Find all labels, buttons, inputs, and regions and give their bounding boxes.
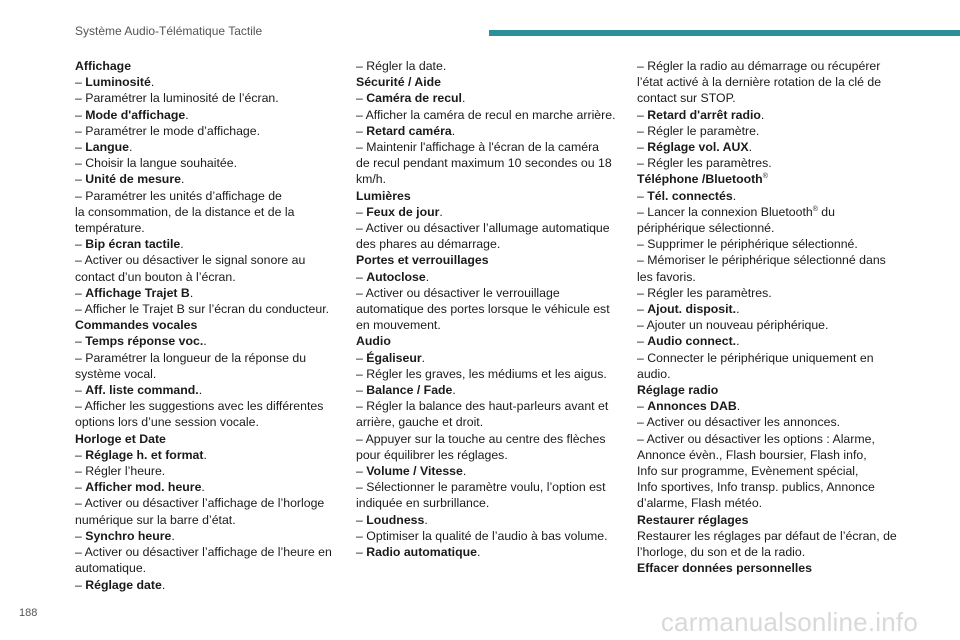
text-segment: .: [180, 172, 185, 187]
text-segment: – Régler les paramètres.: [637, 156, 772, 171]
text-segment: Info sur programme, Evènement spécial,: [637, 464, 859, 479]
text-segment: .: [189, 285, 194, 300]
text-segment: – Activer ou désactiver l’affichage de l’heure en: [75, 545, 332, 560]
bold-text-segment: Bip écran tactile: [85, 237, 181, 252]
text-line: [75, 155, 340, 171]
text-segment: –: [75, 107, 86, 122]
bold-text-segment: Retard caméra: [366, 123, 452, 138]
text-column-3: [637, 58, 902, 577]
text-line: [637, 204, 902, 220]
text-line: [637, 333, 902, 349]
text-segment: système vocal.: [75, 366, 157, 381]
text-line: [637, 382, 902, 398]
text-segment: –: [637, 334, 648, 349]
text-line: [75, 431, 340, 447]
text-segment: –: [75, 172, 86, 187]
text-segment: – Paramétrer la longueur de la réponse du: [75, 350, 307, 365]
text-line: [637, 90, 902, 106]
bold-text-segment: Aff. liste command.: [85, 383, 199, 398]
text-line: [637, 285, 902, 301]
text-segment: –: [75, 383, 86, 398]
text-line: [356, 398, 621, 414]
text-segment: –: [356, 464, 367, 479]
text-segment: de recul pendant maximum 10 secondes ou 18: [356, 156, 612, 171]
text-segment: –: [356, 204, 367, 219]
text-line: [356, 204, 621, 220]
text-line: [637, 350, 902, 366]
text-line: [637, 74, 902, 90]
text-segment: – Supprimer le périphérique sélectionné.: [637, 237, 858, 252]
text-segment: du: [817, 204, 835, 219]
text-segment: –: [75, 334, 86, 349]
bold-text-segment: Luminosité: [85, 75, 151, 90]
text-segment: –: [75, 528, 86, 543]
text-segment: – Activer ou désactiver le signal sonore au: [75, 253, 306, 268]
text-segment: – Paramétrer la luminosité de l’écran.: [75, 91, 279, 106]
text-segment: périphérique sélectionné.: [637, 221, 775, 236]
text-segment: les favoris.: [637, 269, 696, 284]
bold-text-segment: Ajout. disposit.: [647, 302, 737, 317]
text-segment: d’alarme, Flash météo.: [637, 496, 763, 511]
text-segment: .: [476, 545, 481, 560]
text-segment: Annonce évèn., Flash boursier, Flash info,: [637, 447, 867, 462]
bold-text-segment: Horloge et Date: [75, 431, 166, 446]
header-accent-bar: [489, 30, 960, 36]
text-line: [637, 463, 902, 479]
text-line: [75, 252, 340, 268]
text-segment: Restaurer les réglages par défaut de l’écran, de: [637, 528, 897, 543]
text-line: [637, 236, 902, 252]
text-line: [637, 398, 902, 414]
text-line: [356, 107, 621, 123]
text-segment: –: [356, 512, 367, 527]
text-line: [637, 431, 902, 447]
text-line: [356, 350, 621, 366]
text-line: [75, 528, 340, 544]
text-segment: .: [421, 350, 426, 365]
text-segment: – Lancer la connexion Bluetooth: [637, 204, 813, 219]
text-line: [75, 74, 340, 90]
page-number: 188: [19, 607, 38, 619]
bold-text-segment: Portes et verrouillages: [356, 253, 489, 268]
text-segment: –: [637, 188, 648, 203]
text-line: [356, 285, 621, 301]
text-segment: –: [356, 350, 367, 365]
bold-text-segment: Tél. connectés: [647, 188, 733, 203]
text-segment: indiquée en surbrillance.: [356, 496, 490, 511]
text-segment: – Paramétrer les unités d’affichage de: [75, 188, 282, 203]
text-segment: –: [75, 75, 86, 90]
text-segment: .: [452, 383, 456, 398]
text-line: [75, 204, 340, 220]
bold-text-segment: Feux de jour: [366, 204, 440, 219]
text-segment: l’état activé à la dernière rotation de la clé de: [637, 75, 882, 90]
text-segment: .: [439, 204, 443, 219]
text-line: [637, 220, 902, 236]
text-line: [637, 414, 902, 430]
bold-text-segment: Afficher mod. heure: [85, 480, 202, 495]
text-segment: .: [161, 577, 166, 592]
text-segment: Info sportives, Info transp. publics, Annonce: [637, 480, 875, 495]
text-segment: – Régler la date.: [356, 59, 447, 73]
text-segment: – Régler la radio au démarrage ou récupérer: [637, 59, 881, 73]
text-line: [637, 560, 902, 576]
text-line: [75, 220, 340, 236]
text-segment: –: [356, 383, 367, 398]
watermark: carmanualsonline.info: [660, 607, 918, 637]
text-line: [637, 528, 902, 544]
text-line: [356, 544, 621, 560]
text-line: [75, 463, 340, 479]
text-segment: – Connecter le périphérique uniquement en: [637, 350, 874, 365]
text-segment: numérique sur la barre d’état.: [75, 512, 236, 527]
text-segment: .: [129, 140, 133, 155]
text-line: [356, 220, 621, 236]
text-segment: – Maintenir l'affichage à l'écran de la caméra: [356, 140, 600, 155]
text-line: [637, 269, 902, 285]
text-line: [75, 171, 340, 187]
text-line: [75, 350, 340, 366]
text-segment: .: [451, 123, 456, 138]
text-segment: – Régler la balance des haut-parleurs avant et: [356, 399, 609, 414]
bold-text-segment: Restaurer réglages: [637, 512, 749, 527]
text-line: [356, 463, 621, 479]
text-line: [356, 414, 621, 430]
text-segment: –: [75, 447, 86, 462]
text-column-1: [75, 58, 340, 593]
text-line: [637, 139, 902, 155]
text-segment: température.: [75, 221, 145, 236]
text-segment: –: [356, 91, 367, 106]
text-line: [356, 236, 621, 252]
bold-text-segment: Retard d'arrêt radio: [647, 107, 761, 122]
text-line: [75, 285, 340, 301]
text-line: [356, 333, 621, 349]
text-line: [356, 188, 621, 204]
text-segment: arrière, gauche et droit.: [356, 415, 484, 430]
bold-text-segment: Radio automatique: [366, 545, 477, 560]
text-line: [75, 414, 340, 430]
text-line: [75, 495, 340, 511]
header-title: Système Audio-Télématique Tactile: [75, 24, 263, 38]
bold-text-segment: Volume / Vitesse: [366, 464, 463, 479]
text-segment: .: [201, 480, 205, 495]
text-segment: – Régler l’heure.: [75, 464, 166, 479]
text-line: [75, 366, 340, 382]
bold-text-segment: Téléphone /Bluetooth: [637, 172, 763, 187]
text-line: [356, 171, 621, 187]
text-segment: – Afficher le Trajet B sur l’écran du conducteur.: [75, 302, 330, 317]
text-segment: km/h.: [356, 172, 387, 187]
text-segment: – Activer ou désactiver le verrouillage: [356, 285, 560, 300]
text-segment: –: [75, 285, 86, 300]
text-segment: – Activer ou désactiver les annonces.: [637, 415, 841, 430]
text-segment: – Optimiser la qualité de l’audio à bas volume.: [356, 528, 608, 543]
text-segment: pour équilibrer les réglages.: [356, 447, 508, 462]
text-segment: – Activer ou désactiver les options : Alarme,: [637, 431, 875, 446]
text-line: [75, 544, 340, 560]
bold-text-segment: Réglage radio: [637, 383, 719, 398]
text-line: [637, 107, 902, 123]
text-segment: .: [732, 188, 737, 203]
text-segment: .: [736, 302, 740, 317]
text-segment: – Activer ou désactiver l’affichage de l’horloge: [75, 496, 325, 511]
bold-text-segment: Affichage Trajet B: [85, 285, 190, 300]
text-line: [637, 479, 902, 495]
text-segment: .: [425, 269, 430, 284]
text-line: [75, 560, 340, 576]
text-line: [356, 528, 621, 544]
text-segment: la consommation, de la distance et de la: [75, 204, 295, 219]
text-segment: – Afficher les suggestions avec les différentes: [75, 399, 324, 414]
text-line: [637, 252, 902, 268]
text-line: [356, 90, 621, 106]
text-line: [75, 58, 340, 74]
text-line: [75, 90, 340, 106]
text-line: [75, 577, 340, 593]
text-line: [356, 366, 621, 382]
bold-text-segment: Affichage: [75, 59, 132, 73]
text-segment: en mouvement.: [356, 318, 441, 333]
text-segment: – Appuyer sur la touche au centre des flèches: [356, 431, 606, 446]
text-segment: –: [356, 269, 367, 284]
text-segment: automatique.: [75, 561, 147, 576]
bold-text-segment: Réglage vol. AUX: [647, 140, 749, 155]
text-segment: – Choisir la langue souhaitée.: [75, 156, 238, 171]
bold-text-segment: Langue: [85, 140, 129, 155]
text-segment: .: [171, 528, 175, 543]
text-line: [356, 58, 621, 74]
text-segment: – Régler les paramètres.: [637, 285, 772, 300]
text-line: [637, 512, 902, 528]
text-line: [75, 479, 340, 495]
text-line: [637, 544, 902, 560]
text-line: [637, 447, 902, 463]
bold-text-segment: Balance / Fade: [366, 383, 453, 398]
bold-text-segment: Commandes vocales: [75, 318, 198, 333]
text-line: [75, 123, 340, 139]
text-line: [637, 495, 902, 511]
superscript-mark: ®: [762, 173, 768, 181]
text-line: [356, 123, 621, 139]
bold-text-segment: Mode d'affichage: [85, 107, 186, 122]
text-segment: l’horloge, du son et de la radio.: [637, 545, 806, 560]
text-line: [637, 155, 902, 171]
text-line: [356, 155, 621, 171]
text-line: [75, 447, 340, 463]
text-line: [637, 58, 902, 74]
bold-text-segment: Lumières: [356, 188, 411, 203]
text-column-2: [356, 58, 621, 560]
text-line: [356, 252, 621, 268]
text-segment: des phares au démarrage.: [356, 237, 501, 252]
bold-text-segment: Annonces DAB: [647, 399, 737, 414]
bold-text-segment: Effacer données personnelles: [637, 561, 812, 576]
text-line: [356, 269, 621, 285]
text-line: [356, 139, 621, 155]
bold-text-segment: Égaliseur: [366, 350, 422, 365]
text-line: [356, 382, 621, 398]
bold-text-segment: Loudness: [366, 512, 425, 527]
bold-text-segment: Temps réponse voc.: [85, 334, 204, 349]
bold-text-segment: Caméra de recul: [366, 91, 462, 106]
bold-text-segment: Synchro heure: [85, 528, 172, 543]
text-segment: –: [75, 140, 86, 155]
text-segment: – Régler le paramètre.: [637, 123, 760, 138]
text-line: [75, 382, 340, 398]
text-line: [75, 269, 340, 285]
bold-text-segment: Réglage date: [85, 577, 162, 592]
text-line: [356, 495, 621, 511]
text-line: [356, 317, 621, 333]
text-line: [75, 107, 340, 123]
text-segment: –: [637, 302, 648, 317]
text-segment: .: [150, 75, 155, 90]
text-line: [356, 447, 621, 463]
text-line: [637, 123, 902, 139]
text-line: [75, 512, 340, 528]
text-line: [356, 74, 621, 90]
text-segment: audio.: [637, 366, 671, 381]
text-segment: –: [356, 545, 367, 560]
text-segment: .: [461, 91, 466, 106]
text-segment: options lors d’une session vocale.: [75, 415, 259, 430]
text-segment: – Mémoriser le périphérique sélectionné dans: [637, 253, 886, 268]
text-line: [356, 301, 621, 317]
text-line: [637, 188, 902, 204]
text-segment: – Activer ou désactiver l’allumage automatique: [356, 221, 610, 236]
text-segment: .: [462, 464, 467, 479]
text-segment: – Afficher la caméra de recul en marche arrière.: [356, 107, 616, 122]
text-segment: .: [736, 334, 740, 349]
text-segment: –: [637, 399, 648, 414]
text-segment: –: [637, 107, 648, 122]
bold-text-segment: Sécurité / Aide: [356, 75, 441, 90]
text-line: [75, 317, 340, 333]
text-segment: contact d’un bouton à l’écran.: [75, 269, 236, 284]
text-segment: .: [748, 140, 753, 155]
text-segment: –: [75, 577, 86, 592]
text-segment: .: [180, 237, 184, 252]
text-line: [75, 301, 340, 317]
bold-text-segment: Audio connect.: [647, 334, 737, 349]
text-segment: .: [736, 399, 741, 414]
bold-text-segment: Autoclose: [366, 269, 426, 284]
text-segment: .: [203, 447, 207, 462]
text-segment: automatique des portes lorsque le véhicule est: [356, 302, 610, 317]
text-line: [356, 512, 621, 528]
text-line: [75, 236, 340, 252]
text-line: [75, 139, 340, 155]
text-line: [637, 171, 902, 187]
text-line: [637, 366, 902, 382]
text-line: [356, 431, 621, 447]
superscript-mark: ®: [812, 205, 818, 213]
text-segment: –: [637, 140, 648, 155]
text-segment: .: [185, 107, 189, 122]
bold-text-segment: Unité de mesure: [85, 172, 181, 187]
text-line: [637, 317, 902, 333]
text-line: [75, 398, 340, 414]
text-line: [356, 479, 621, 495]
text-line: [75, 333, 340, 349]
text-segment: – Régler les graves, les médiums et les aigus.: [356, 366, 607, 381]
text-segment: –: [75, 480, 86, 495]
text-segment: – Ajouter un nouveau périphérique.: [637, 318, 829, 333]
text-segment: .: [203, 334, 207, 349]
text-segment: – Paramétrer le mode d’affichage.: [75, 123, 261, 138]
text-segment: –: [75, 237, 86, 252]
bold-text-segment: Audio: [356, 334, 391, 349]
text-segment: – Sélectionner le paramètre voulu, l’option est: [356, 480, 606, 495]
text-segment: .: [198, 383, 203, 398]
text-segment: .: [424, 512, 428, 527]
text-line: [637, 301, 902, 317]
bold-text-segment: Réglage h. et format: [85, 447, 204, 462]
text-segment: contact sur STOP.: [637, 91, 736, 106]
text-segment: .: [760, 107, 765, 122]
text-segment: –: [356, 123, 367, 138]
text-line: [75, 188, 340, 204]
